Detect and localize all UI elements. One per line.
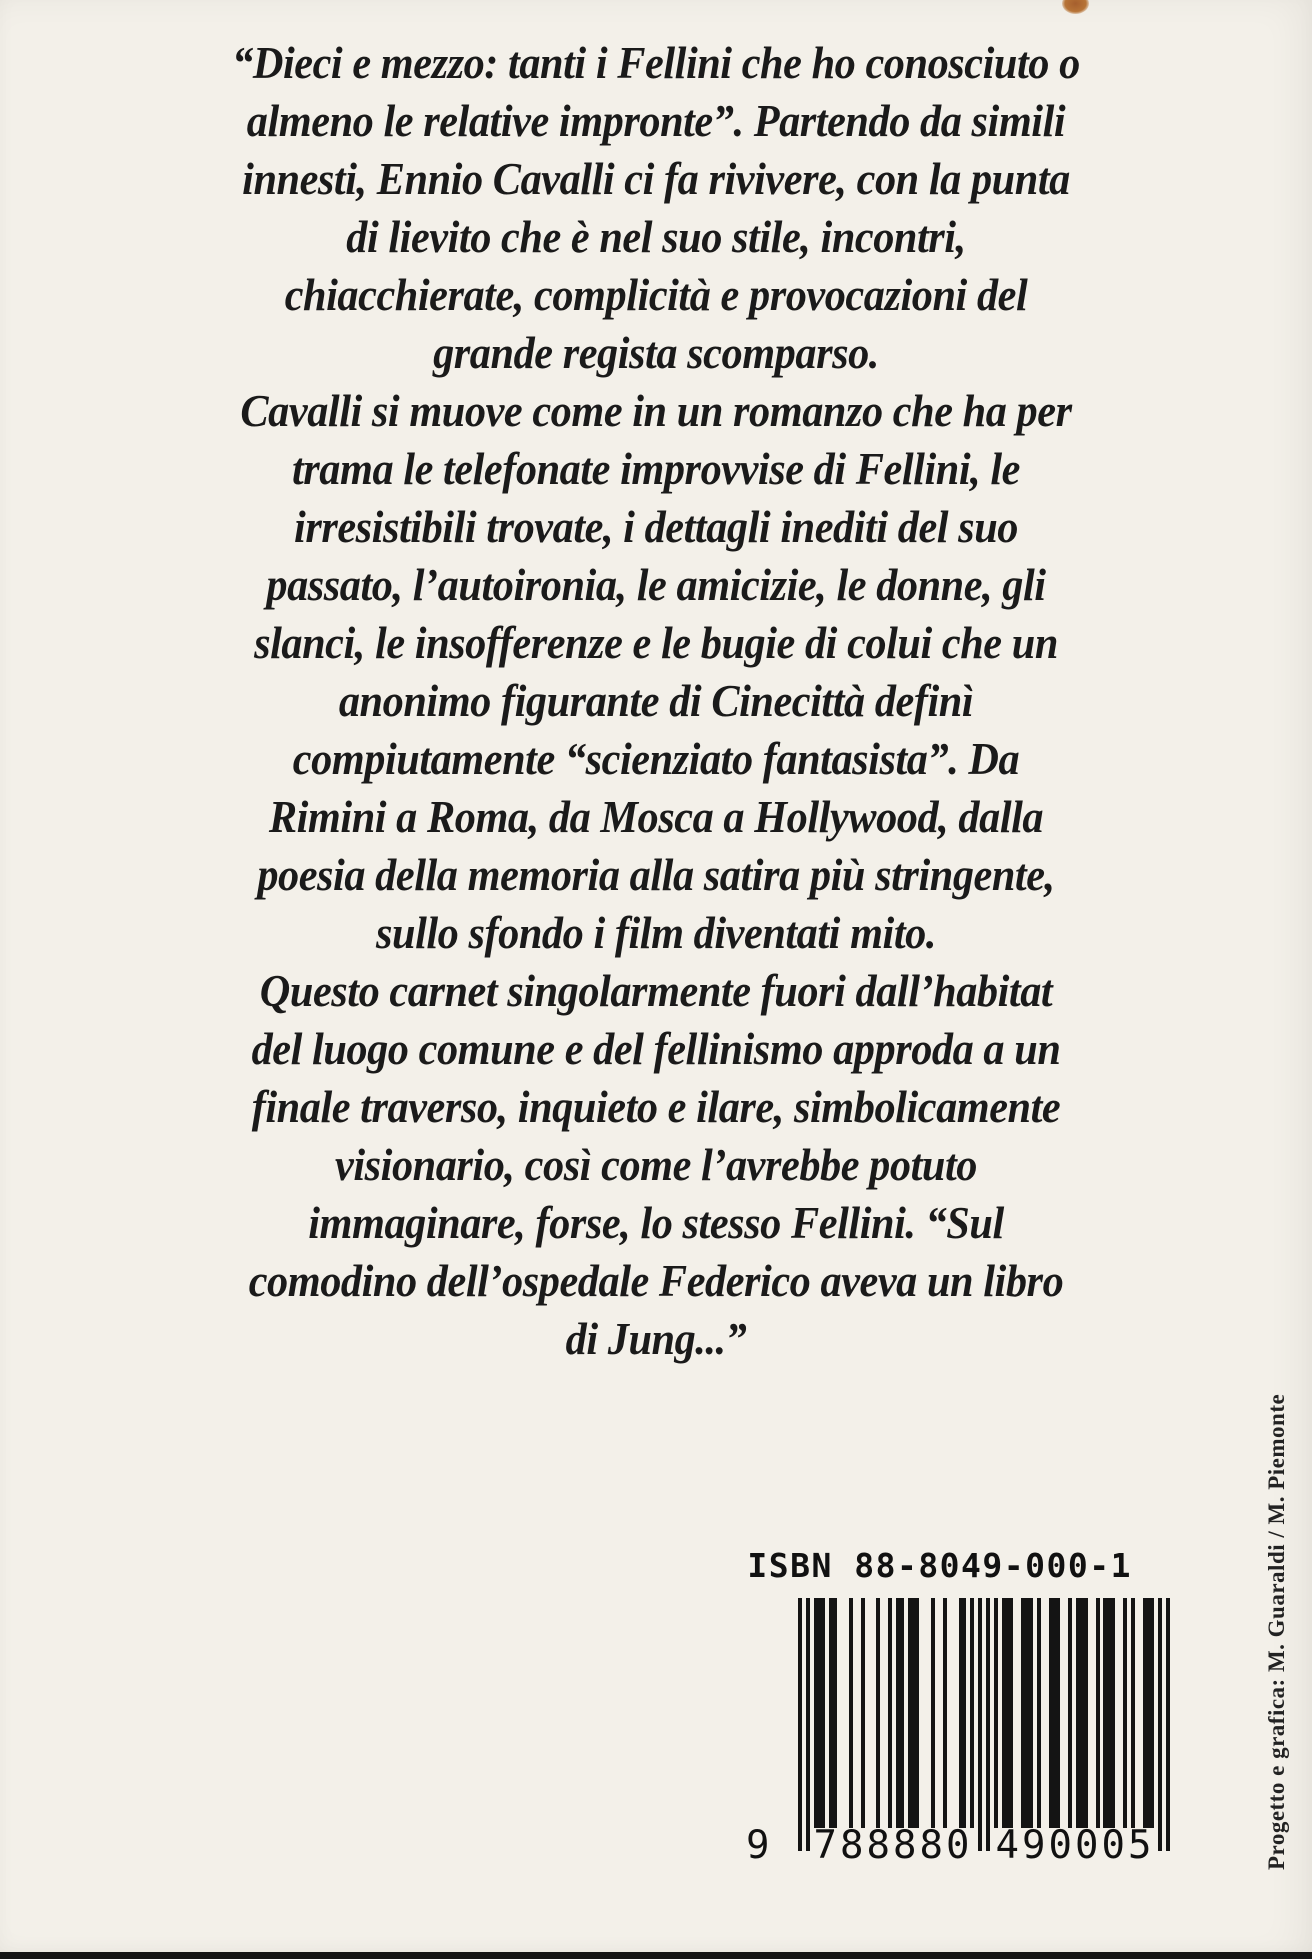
blurb-line: trama le telefonate improvvise di Fellini, le	[291, 443, 1021, 494]
blurb-line: comodino dell’ospedale Federico aveva un libro	[248, 1255, 1064, 1306]
blurb-line: grande regista scomparso.	[433, 327, 879, 378]
blurb-line: Questo carnet singolarmente fuori dall’habitat	[259, 965, 1053, 1016]
blurb-line: finale traverso, inquieto e ilare, simbolicamente	[251, 1081, 1061, 1132]
bottom-black-bar	[0, 1952, 1312, 1959]
blurb-line: visionario, così come l’avrebbe potuto	[335, 1139, 977, 1190]
blurb-line: del luogo comune e del fellinismo approda a un	[251, 1023, 1061, 1074]
blurb-line: Rimini a Roma, da Mosca a Hollywood, dalla	[268, 791, 1044, 842]
barcode	[746, 1598, 1170, 1868]
blurb-line: immaginare, forse, lo stesso Fellini. “Sul	[308, 1197, 1004, 1248]
blurb-line: Cavalli si muove come in un romanzo che ha per	[240, 385, 1072, 436]
barcode-left-digits: 788880	[813, 1823, 973, 1868]
stain-mark	[1062, 0, 1089, 14]
barcode-bars	[798, 1598, 1170, 1851]
blurb-line: “Dieci e mezzo: tanti i Fellini che ho conosciuto o	[232, 37, 1080, 88]
blurb-line: anonimo figurante di Cinecittà definì	[338, 675, 974, 726]
blurb-line: poesia della memoria alla satira più stringente,	[257, 849, 1055, 900]
barcode-lead-digit: 9	[746, 1823, 770, 1868]
credits-vertical-text: Progetto e grafica: M. Guaraldi / M. Piemonte	[1264, 1393, 1289, 1870]
blurb-line: irresistibili trovate, i dettagli inediti del suo	[294, 501, 1018, 552]
blurb-line: slanci, le insofferenze e le bugie di colui che un	[254, 617, 1058, 668]
barcode-right-digits: 490005	[995, 1823, 1155, 1868]
blurb-line: innesti, Ennio Cavalli ci fa rivivere, con la punta	[242, 153, 1070, 204]
blurb-line: compiutamente “scienziato fantasista”. Da	[292, 733, 1020, 784]
blurb-line: di lievito che è nel suo stile, incontri,	[346, 211, 966, 262]
blurb-line: di Jung...”	[565, 1313, 747, 1364]
blurb-line: passato, l’autoironia, le amicizie, le donne, gli	[266, 559, 1046, 610]
isbn-label: ISBN 88-8049-000-1	[747, 1546, 1132, 1585]
blurb-line: almeno le relative impronte”. Partendo da simili	[246, 95, 1066, 146]
blurb-line: chiacchierate, complicità e provocazioni del	[284, 269, 1028, 320]
blurb	[86, 34, 1227, 1368]
blurb-line: sullo sfondo i film diventati mito.	[376, 907, 936, 958]
